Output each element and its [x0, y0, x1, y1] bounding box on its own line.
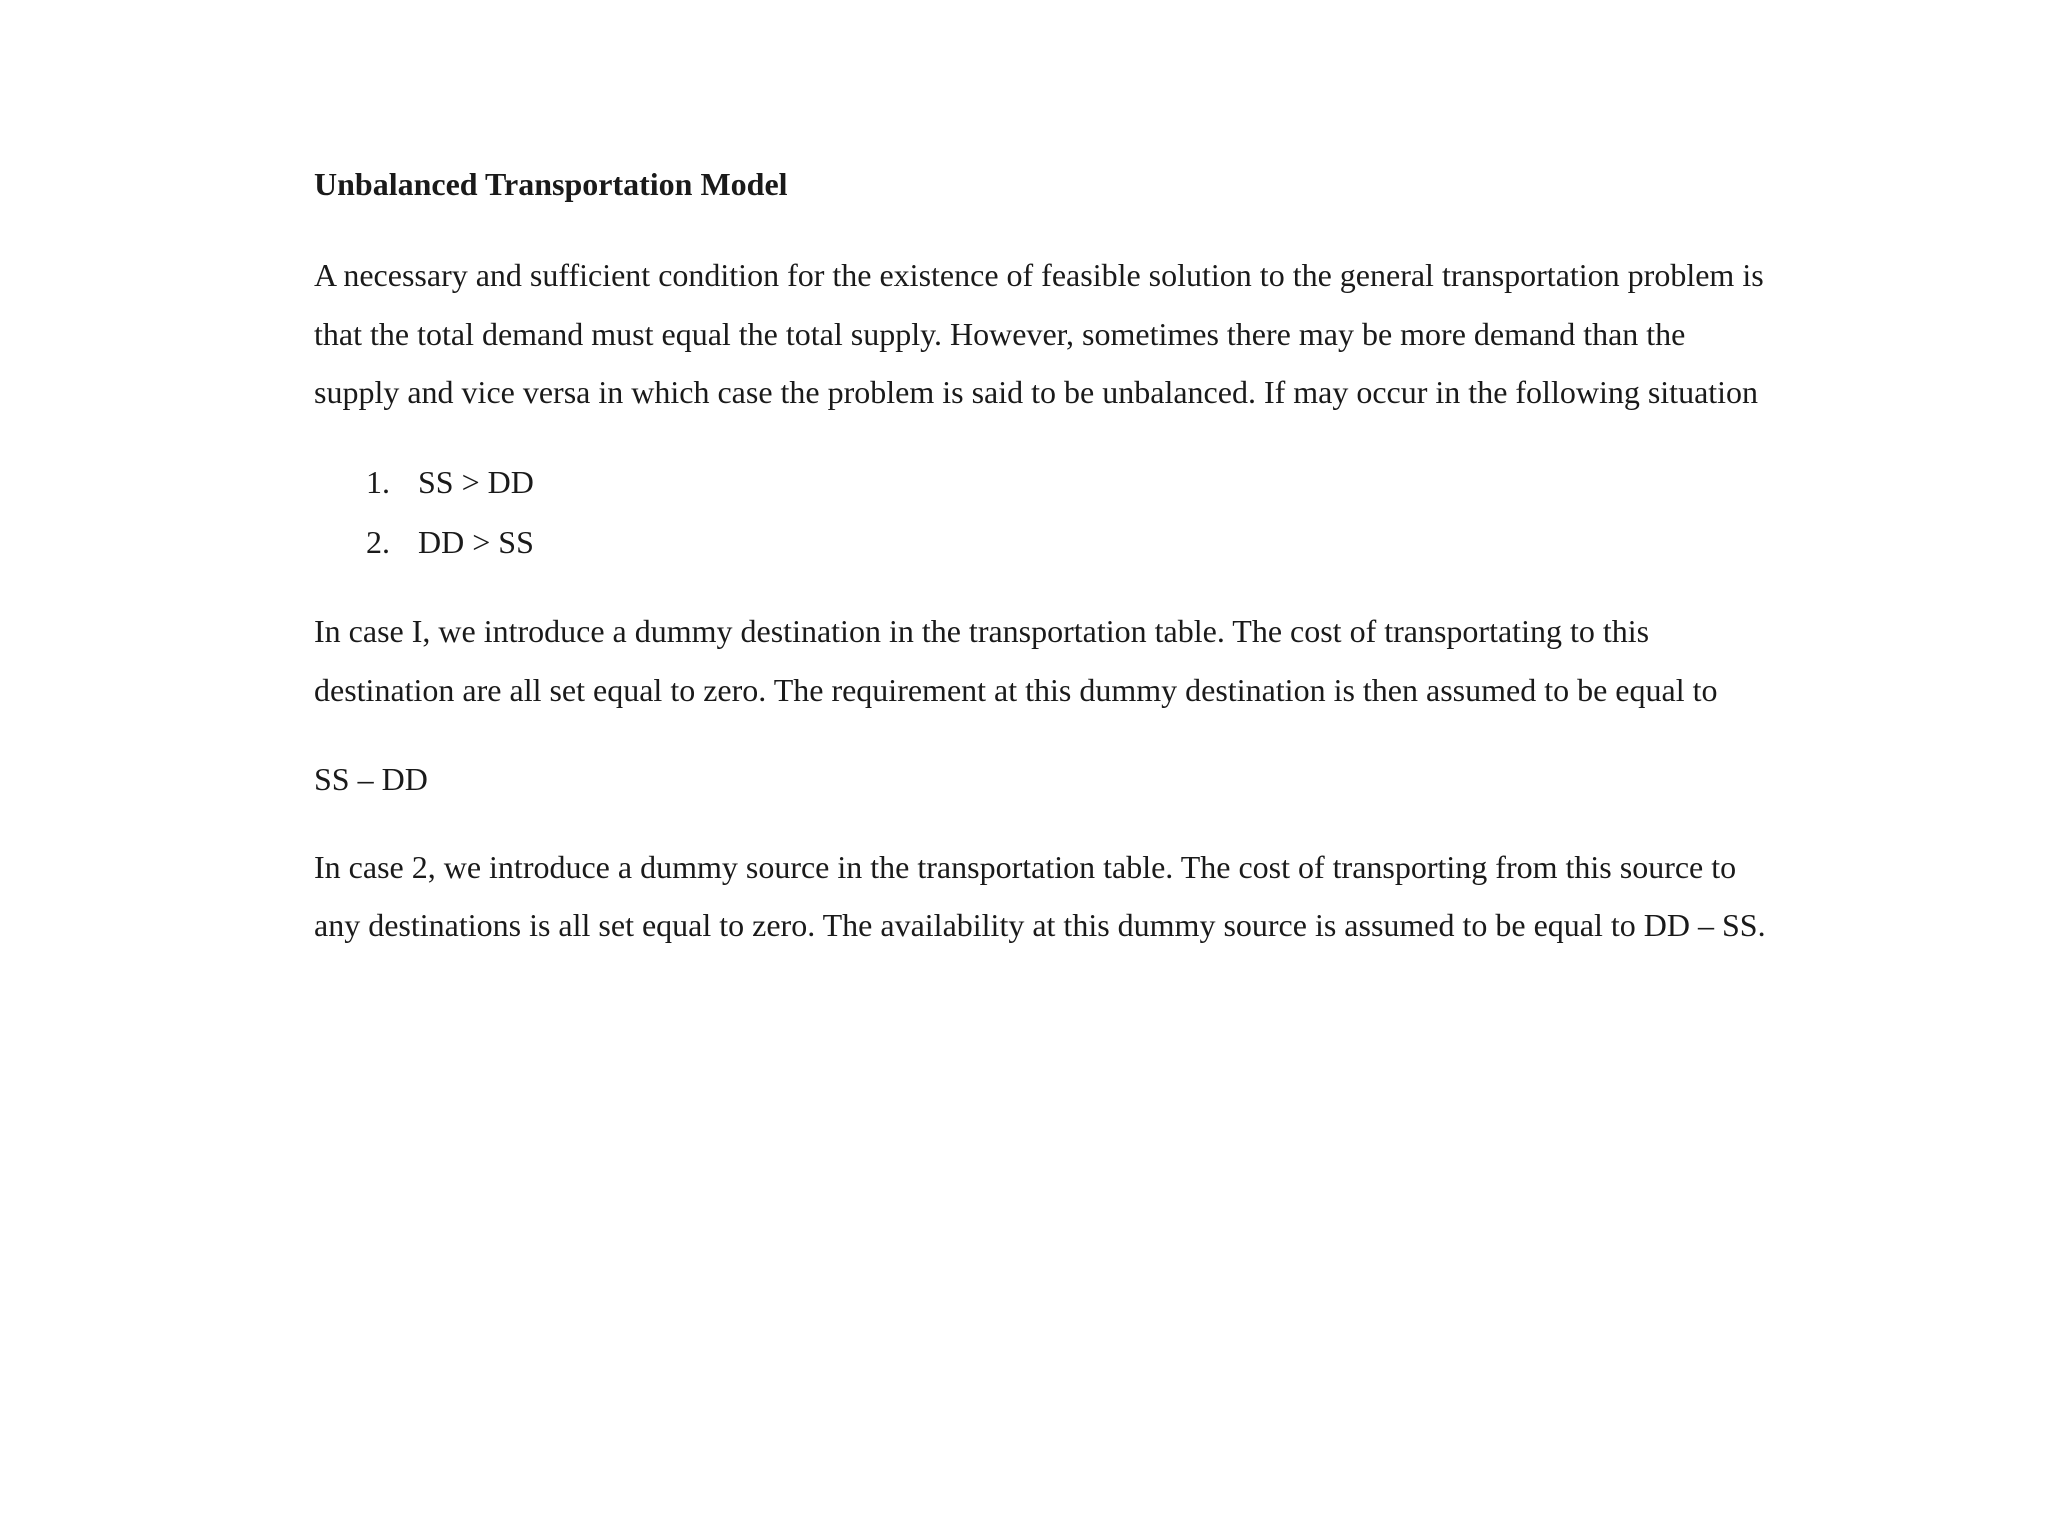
case-1-paragraph: In case I, we introduce a dummy destination in the transportation table. The cost of transportating to this destination are all set equal to zero. The requirement at this dummy destination is then assumed to be equal to	[314, 613, 1718, 708]
case-2-paragraph: In case 2, we introduce a dummy source in the transportation table. The cost of transporting from this source to any destinations is all set equal to zero. The availability at this dummy source is assumed to be equal to DD – SS.	[314, 848, 1766, 944]
list-item-number: 1.	[366, 464, 390, 501]
list-item-text: SS > DD	[418, 464, 534, 501]
list-item	[314, 452, 1774, 512]
document-content	[314, 160, 1774, 955]
list-item-number: 2.	[366, 524, 390, 561]
list-item-text: DD > SS	[418, 524, 534, 561]
formula: SS – DD	[314, 760, 428, 797]
intro-paragraph: A necessary and sufficient condition for the existence of feasible solution to the general transportation problem is that the total demand must equal the total supply. However, sometimes there may be more demand than the supply and vice versa in which case the problem is said to be unbalanced. If may occur in the following situation	[314, 257, 1764, 411]
situation-list	[314, 452, 1774, 572]
section-heading: Unbalanced Transportation Model	[314, 166, 788, 202]
list-item	[314, 512, 1774, 572]
